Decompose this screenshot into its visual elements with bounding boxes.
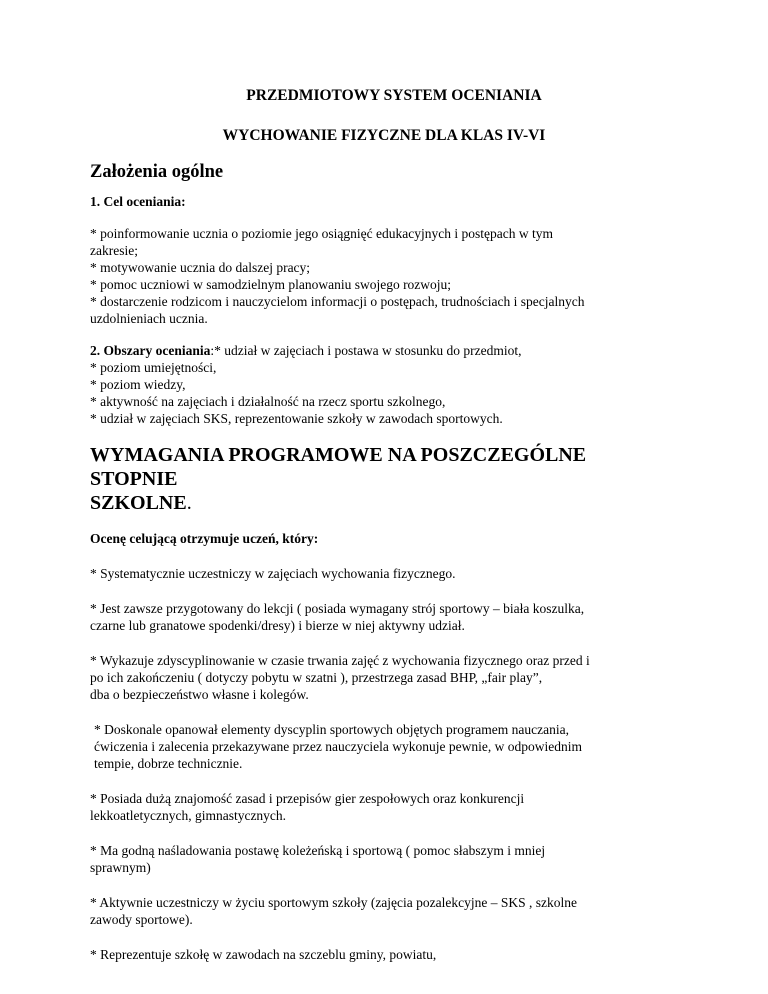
text-line: * dostarczenie rodzicom i nauczycielom informacji o postępach, trudnościach i specjalnych [90, 294, 585, 309]
text-line: * Reprezentuje szkołę w zawodach na szczeblu gminy, powiatu, [90, 947, 437, 962]
text-line: * udział w zajęciach SKS, reprezentowanie szkoły w zawodach sportowych. [90, 411, 503, 426]
text-line: ćwiczenia i zalecenia przekazywane przez nauczyciela wykonuje pewnie, w odpowiednim [94, 739, 583, 754]
text-line: uzdolnieniach ucznia. [90, 311, 208, 326]
paragraph-item [90, 721, 678, 772]
cel-oceniania-list [90, 225, 678, 327]
heading-line [90, 491, 678, 515]
text-line: lekkoatletycznych, gimnastycznych. [90, 808, 287, 823]
paragraph-item [90, 652, 678, 703]
lead-ocena-celujaca: Ocenę celującą otrzymuje uczeń, który: [90, 531, 319, 546]
text-line [90, 342, 678, 359]
paragraph-item [90, 600, 678, 634]
text-line: po ich zakończeniu ( dotyczy pobytu w szatni ), przestrzega zasad BHP, „fair play”, [90, 670, 543, 685]
heading-dot: . [186, 492, 192, 514]
text-line: * Posiada dużą znajomość zasad i przepisów gier zespołowych oraz konkurencji [90, 791, 525, 806]
section-heading-general: Założenia ogólne [90, 162, 224, 182]
text-line: * poinformowanie ucznia o poziomie jego osiągnięć edukacyjnych i postępach w tym [90, 226, 553, 241]
text-line: * aktywność na zajęciach i działalność na rzecz sportu szkolnego, [90, 394, 446, 409]
subheading-obszary-oceniania: 2. Obszary oceniania [90, 343, 211, 358]
text-fragment: :* udział w zajęciach i postawa w stosunku do przedmiot, [210, 343, 522, 358]
text-line: * Ma godną naśladowania postawę koleżeńską i sportową ( pomoc słabszym i mniej [90, 843, 546, 858]
text-line: * Aktywnie uczestniczy w życiu sportowym szkoły (zajęcia pozalekcyjne – SKS , szkolne [90, 895, 577, 910]
text-line: * poziom wiedzy, [90, 377, 186, 392]
section-heading-wymagania [90, 443, 678, 515]
text-line: zakresie; [90, 243, 138, 258]
obszary-oceniania-list [90, 342, 678, 427]
heading-line: WYMAGANIA PROGRAMOWE NA POSZCZEGÓLNE STOPNIE [90, 444, 587, 490]
text-line: * Wykazuje zdyscyplinowanie w czasie trwania zajęć z wychowania fizycznego oraz przed i [90, 653, 590, 668]
text-line: * Doskonale opanował elementy dyscyplin sportowych objętych programem nauczania, [94, 722, 569, 737]
text-line: * Systematycznie uczestniczy w zajęciach wychowania fizycznego. [90, 566, 456, 581]
document-title: PRZEDMIOTOWY SYSTEM OCENIANIA [246, 87, 542, 104]
paragraph-item [90, 946, 678, 963]
heading-fragment: SZKOLNE [90, 492, 187, 514]
paragraph-item [90, 790, 678, 824]
text-line: * pomoc uczniowi w samodzielnym planowaniu swojego rozwoju; [90, 277, 452, 292]
document-subtitle: WYCHOWANIE FIZYCZNE DLA KLAS IV-VI [222, 127, 546, 144]
paragraph-item [90, 565, 678, 582]
text-line: zawody sportowe). [90, 912, 193, 927]
text-line: sprawnym) [90, 860, 151, 875]
text-line: * Jest zawsze przygotowany do lekcji ( posiada wymagany strój sportowy – biała koszulka, [90, 601, 585, 616]
text-line: * motywowanie ucznia do dalszej pracy; [90, 260, 311, 275]
paragraph-item [90, 894, 678, 928]
subheading-cel-oceniania: 1. Cel oceniania: [90, 194, 186, 209]
text-line: tempie, dobrze technicznie. [94, 756, 243, 771]
text-line: * poziom umiejętności, [90, 360, 217, 375]
paragraph-item [90, 842, 678, 876]
text-line: czarne lub granatowe spodenki/dresy) i bierze w niej aktywny udział. [90, 618, 465, 633]
text-line: dba o bezpieczeństwo własne i kolegów. [90, 687, 309, 702]
